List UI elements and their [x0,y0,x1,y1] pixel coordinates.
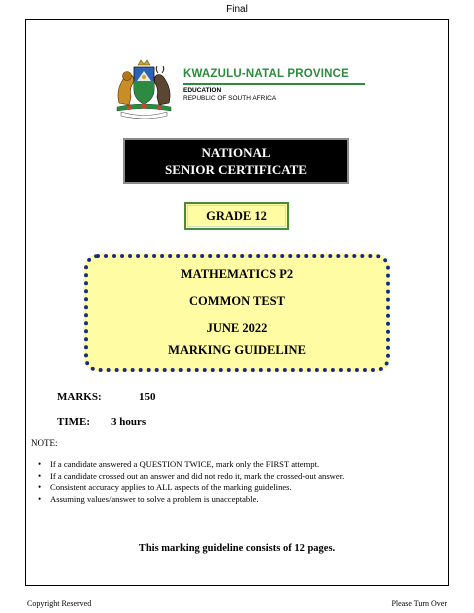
note-item: • Consistent accuracy applies to ALL aspects of the marking guidelines. [38,482,438,494]
subject-title: MATHEMATICS P2 [180,267,294,281]
note-heading: NOTE: [31,438,58,448]
test-date: JUNE 2022 [206,321,268,335]
test-name: COMMON TEST [189,294,285,308]
time-value: 3 hours [111,416,147,428]
document-status: Final [226,4,248,15]
note-item: • If a candidate answered a QUESTION TWICE, mark only the FIRST attempt. [38,459,438,471]
page-count-note: This marking guideline consists of 12 pages. [138,543,336,554]
document-type: MARKING GUIDELINE [168,343,306,357]
department-name: EDUCATION [183,87,222,94]
grade-badge: GRADE 12 [184,202,289,230]
nsc-banner [123,138,349,184]
time-label: TIME: [57,416,90,428]
marks-label: MARKS: [57,391,102,403]
coat-of-arms-icon [109,59,179,119]
province-name: KWAZULU-NATAL PROVINCE [183,68,350,80]
subject-box [84,254,390,372]
country-name: REPUBLIC OF SOUTH AFRICA [183,95,277,102]
note-list [38,459,438,505]
note-item: • Assuming values/answer to solve a problem is unacceptable. [38,494,438,506]
note-item: • If a candidate crossed out an answer and did not redo it, mark the crossed-out answer. [38,471,438,483]
banner-line-2: SENIOR CERTIFICATE [165,162,307,177]
footer-turn-over: Please Turn Over [391,599,447,608]
footer-copyright: Copyright Reserved [27,599,92,608]
province-underline [183,83,365,85]
banner-line-1: NATIONAL [201,145,271,160]
marks-value: 150 [139,391,156,403]
